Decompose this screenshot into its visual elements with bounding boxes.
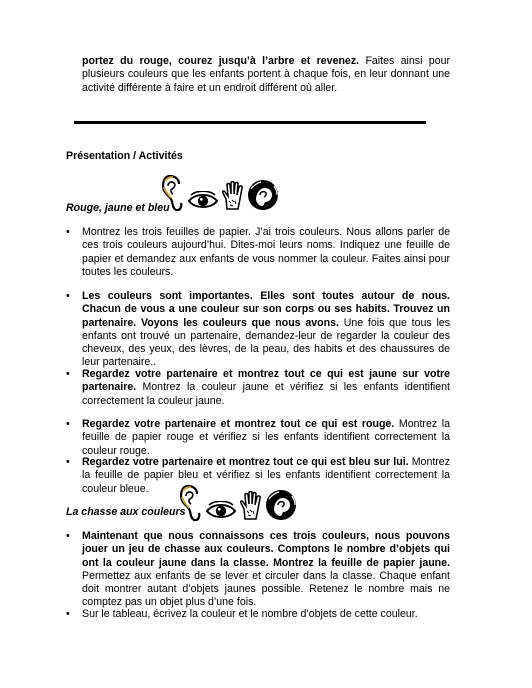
- bullet: •: [66, 608, 70, 620]
- list-item: [66, 368, 450, 407]
- item-text: Permettez aux enfants de se lever et circuler dans la classe. Chaque enfant doit montrer autant d’objets jaunes possible. Retenez le nombre mais ne comptez pas un objet plus d’une fois.: [82, 569, 450, 609]
- list-item: [66, 290, 450, 369]
- item-bold-text: Les couleurs sont importantes. Elles sont toutes autour de nous. Chacun de vous a une couleur sur son corps ou ses habits. Trouvez un partenaire. Voyons les couleurs que nous avons.: [82, 290, 450, 329]
- activity-list-chasse-aux-couleurs: [66, 530, 450, 621]
- list-item: [66, 418, 450, 457]
- hand-icon: [240, 491, 262, 525]
- list-item: [66, 530, 450, 609]
- horizontal-divider: [74, 121, 426, 124]
- eye-icon: [187, 191, 219, 215]
- hand-icon: [222, 181, 244, 215]
- eye-icon: [205, 501, 237, 525]
- ear-icon: [180, 485, 202, 525]
- activity-icons-1: [162, 175, 279, 215]
- item-text: Sur le tableau, écrivez la couleur et le nombre d’objets de cette couleur.: [82, 608, 418, 620]
- activity-icons-2: [180, 485, 297, 525]
- item-bold-text: Regardez votre partenaire et montrez tout ce qui est jaune sur votre partenaire.: [82, 368, 450, 394]
- item-text: Montrez la feuille de papier rouge et vérifiez si les enfants identifient correctement la couleur rouge.: [82, 418, 450, 457]
- intro-paragraph: [82, 55, 450, 95]
- item-text: Montrez la feuille de papier bleu et vérifiez si les enfants identifient correctement la couleur bleue.: [82, 456, 450, 495]
- list-item: [66, 608, 450, 621]
- item-bold-text: Regardez votre partenaire et montrez tout ce qui est bleu sur lui.: [82, 456, 409, 468]
- list-item: [66, 226, 450, 276]
- item-bold-text: Regardez votre partenaire et montrez tout ce qui est rouge.: [82, 418, 395, 430]
- bullet: •: [66, 418, 70, 430]
- item-text: Montrez la couleur jaune et vérifiez si les enfants identifient correctement la couleur jaune.: [82, 381, 450, 407]
- bullet: •: [66, 226, 70, 238]
- item-bold-text: Maintenant que nous connaissons ces trois couleurs, nous pouvons jouer un jeu de chasse aux couleurs. Comptons le nombre d’objets qui ont la couleur jaune dans la classe. Montrez la feuille de papier jaune.: [82, 530, 450, 569]
- activity-list-rouge-jaune-bleu: [66, 226, 450, 495]
- head-icon: [265, 489, 297, 525]
- section-title: Présentation / Activités: [66, 150, 183, 162]
- item-text: Une fois que tous les enfants ont trouvé un partenaire, demandez-leur de regarder la couleur des cheveux, des yeux, des lèvres, de la peau, des habits et des chaussures de leur partenaire..: [82, 316, 450, 369]
- item-text: Montrez les trois feuilles de papier. J’ai trois couleurs. Nous allons parler de ces trois couleurs aujourd’hui. Dites-moi leurs noms. Indiquez une feuille de papier et demandez aux enfants de vous nommer la couleur. Faites ainsi pour toutes les couleurs.: [82, 226, 450, 278]
- bullet: •: [66, 456, 70, 468]
- activity-heading-chasse-aux-couleurs: La chasse aux couleurs: [66, 506, 186, 518]
- bullet: •: [66, 290, 70, 302]
- intro-bold-text: portez du rouge, courez jusqu’à l’arbre et revenez.: [82, 55, 360, 67]
- intro-text: Faites ainsi pour plusieurs couleurs que les enfants portent à chaque fois, en leur donnant une activité différente à faire et un endroit différent où aller.: [82, 55, 451, 94]
- bullet: •: [66, 368, 70, 380]
- ear-icon: [162, 175, 184, 215]
- head-icon: [247, 179, 279, 215]
- bullet: •: [66, 530, 70, 542]
- activity-heading-rouge-jaune-bleu: Rouge, jaune et bleu: [66, 202, 170, 214]
